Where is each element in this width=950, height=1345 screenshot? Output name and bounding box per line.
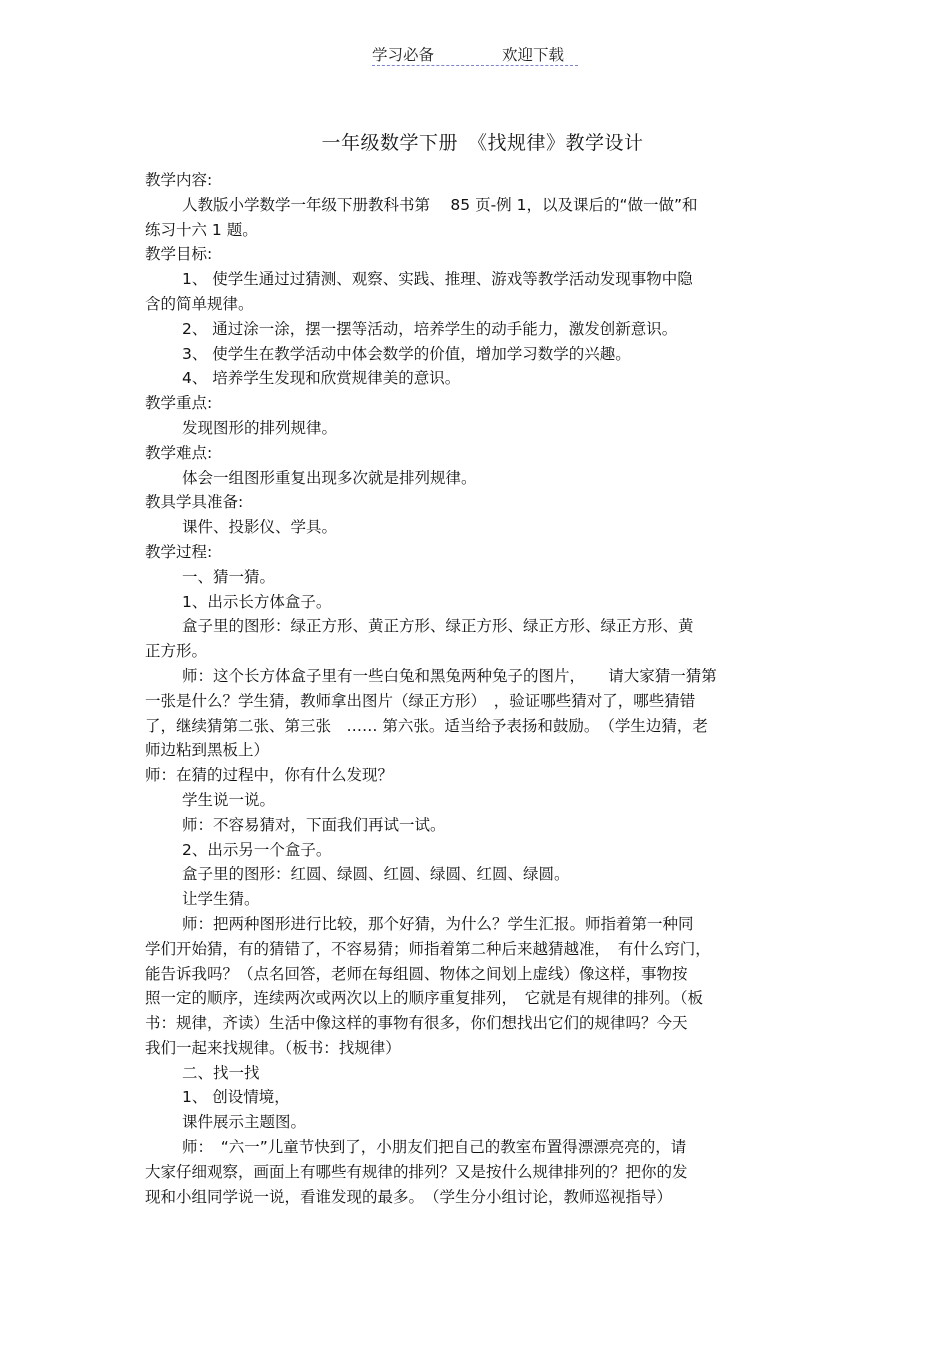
text-line: 4、 培养学生发现和欣赏规律美的意识。: [182, 369, 461, 388]
text-line: 1、 创设情境，: [182, 1088, 290, 1107]
text-line: 教学难点:: [145, 443, 213, 462]
text-line: 让学生猜。: [182, 890, 260, 909]
text-line: 教学重点:: [145, 394, 213, 413]
text-line: 体会一组图形重复出现多次就是排列规律。: [182, 468, 477, 487]
text-line: 师：这个长方体盒子里有一些白兔和黑兔两种兔子的图片， 请大家猜一猜第: [182, 666, 717, 685]
text-line: 师：把两种图形进行比较，那个好猜，为什么？学生汇报。师指着第一种同: [182, 914, 694, 933]
text-line: 课件展示主题图。: [182, 1113, 307, 1132]
text-line: 练习十六 1 题。: [145, 220, 258, 239]
text-line: 照一定的顺序，连续两次或两次以上的顺序重复排列， 它就是有规律的排列。（板: [145, 989, 704, 1008]
text-line: 我们一起来找规律。（板书：找规律）: [145, 1038, 401, 1057]
text-line: 盒子里的图形：红圆、绿圆、红圆、绿圆、红圆、绿圆。: [182, 865, 570, 884]
text-line: 师： “六一”儿童节快到了，小朋友们把自己的教室布置得漂漂亮亮的，请: [182, 1138, 687, 1157]
text-line: 师：不容易猜对，下面我们再试一试。: [182, 815, 446, 834]
text-line: 师边粘到黑板上）: [145, 741, 270, 760]
text-line: 2、 通过涂一涂，摆一摆等活动，培养学生的动手能力，激发创新意识。: [182, 319, 678, 338]
text-line: 人教版小学数学一年级下册教科书第 85 页-例 1，以及课后的“做一做”和: [182, 195, 698, 214]
page-header: [372, 41, 578, 66]
text-line: 盒子里的图形：绿正方形、黄正方形、绿正方形、绿正方形、绿正方形、黄: [182, 617, 694, 636]
text-line: 正方形。: [145, 642, 208, 661]
text-line: 2、出示另一个盒子。: [182, 840, 332, 859]
text-line: 3、 使学生在教学活动中体会数学的价值，增加学习数学的兴趣。: [182, 344, 631, 363]
text-line: 1、出示长方体盒子。: [182, 592, 332, 611]
text-line: 一张是什么？学生猜，教师拿出图片（绿正方形） ，验证哪些猜对了，哪些猜错: [145, 691, 696, 710]
header-left-text: 学习必备: [372, 46, 435, 64]
text-line: 学生说一说。: [182, 790, 276, 809]
text-line: 二、找一找: [182, 1063, 260, 1082]
text-line: 教学过程:: [145, 542, 213, 561]
text-line: 教具学具准备:: [145, 493, 244, 512]
header-right-text: 欢迎下载: [502, 46, 565, 64]
text-line: 一、猜一猜。: [182, 567, 276, 586]
text-line: 大家仔细观察，画面上有哪些有规律的排列？又是按什么规律排列的？把你的发: [145, 1162, 688, 1181]
text-line: 书：规律，齐读）生活中像这样的事物有很多，你们想找出它们的规律吗？今天: [145, 1014, 688, 1033]
text-line: 学们开始猜，有的猜错了，不容易猜；师指着第二种后来越猜越准， 有什么窍门，: [145, 939, 711, 958]
text-line: 了，继续猜第二张、第三张 …… 第六张。适当给予表扬和鼓励。 （学生边猜，老: [145, 716, 708, 735]
text-line: 能告诉我吗？（点名回答，老师在每组圆、物体之间划上虚线）像这样，事物按: [145, 964, 688, 983]
text-line: 教学内容:: [145, 171, 213, 189]
text-line: 现和小组同学说一说，看谁发现的最多。 （学生分小组讨论，教师巡视指导）: [145, 1187, 673, 1206]
text-line: 师：在猜的过程中，你有什么发现？: [145, 766, 394, 785]
text-line: 含的简单规律。: [145, 294, 254, 313]
document-body: [145, 168, 813, 1209]
document-title: 一年级数学下册 《找规律》教学设计: [321, 132, 644, 154]
text-line: 1、 使学生通过过猜测、观察、实践、推理、游戏等教学活动发现事物中隐: [182, 270, 693, 289]
text-line: 发现图形的排列规律。: [182, 418, 338, 437]
text-line: 课件、投影仪、学具。: [182, 518, 338, 537]
text-line: 教学目标:: [145, 245, 213, 264]
